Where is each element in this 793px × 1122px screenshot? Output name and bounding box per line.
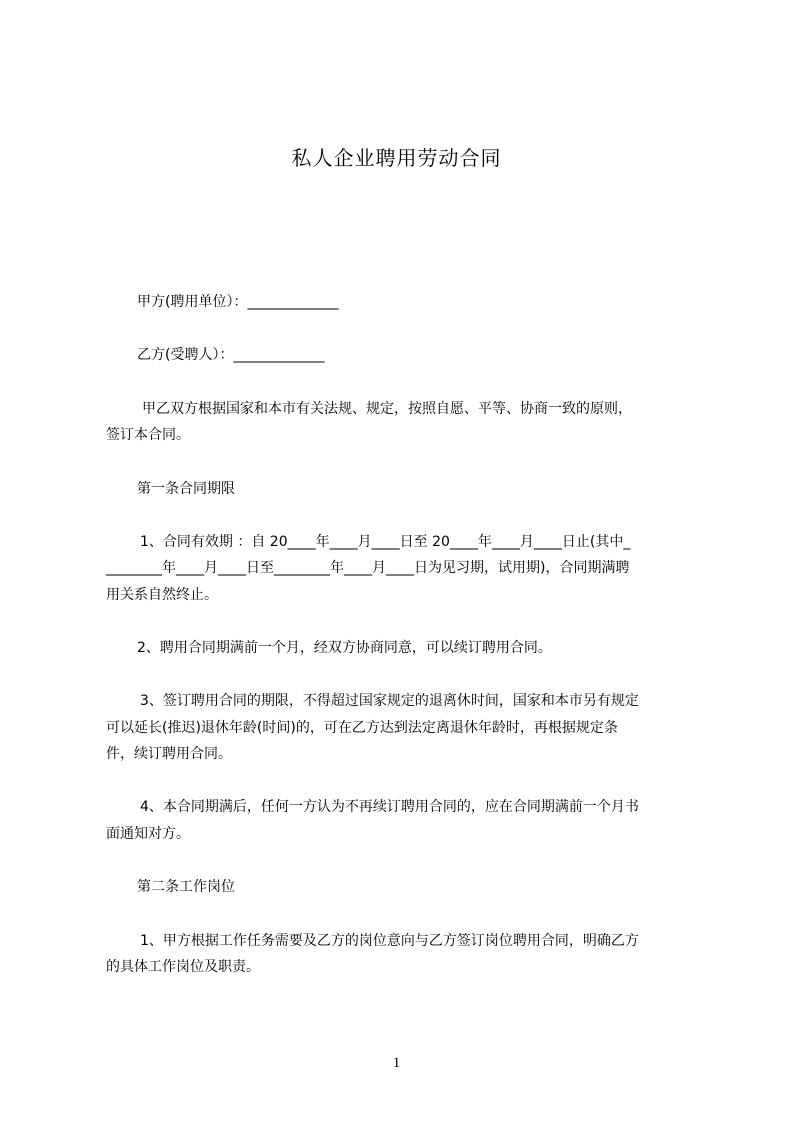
article-1-p2: 2、聘用合同期满前一个月，经双方协商同意，可以续订聘用合同。 [137, 640, 552, 656]
article-1-p3-line-1: 3、签订聘用合同的期限，不得超过国家规定的退离休时间，国家和本市另有规定 [140, 693, 639, 709]
intro-line-2: 签订本合同。 [106, 427, 190, 443]
article-1-p1-line-2: ________年____月____日至________年____月____日为见习期，试用期)，合同期满聘 [106, 560, 630, 576]
article-1-heading: 第一条合同期限 [137, 481, 235, 497]
article-2-p1-line-2: 的具体工作岗位及职责。 [106, 959, 260, 975]
article-1-p4-line-1: 4、本合同期满后，任何一方认为不再续订聘用合同的，应在合同期满前一个月书 [140, 799, 639, 815]
article-1-p3-line-2: 可以延长(推迟)退休年龄(时间)的，可在乙方达到法定离退休年龄时，再根据规定条 [106, 720, 618, 736]
party-a-line: 甲方(聘用单位）：_____________ [137, 294, 339, 310]
article-1-p4-line-2: 面通知对方。 [106, 826, 190, 842]
intro-line-1: 甲乙双方根据国家和本市有关法规、规定，按照自愿、平等、协商一致的原则， [142, 401, 632, 417]
article-2-heading: 第二条工作岗位 [137, 879, 235, 895]
article-2-p1-line-1: 1、甲方根据工作任务需要及乙方的岗位意向与乙方签订岗位聘用合同，明确乙方 [140, 933, 639, 949]
document-title: 私人企业聘用劳动合同 [291, 146, 502, 170]
article-1-p1-line-1: 1、合同有效期 ：自 20____年____月____日至 20____年____月____日止(其中_ [140, 534, 631, 550]
article-1-p3-line-3: 件，续订聘用合同。 [106, 746, 232, 762]
article-1-p1-line-3: 用关系自然终止。 [106, 587, 218, 603]
page-number: 1 [392, 1055, 401, 1071]
party-b-line: 乙方(受聘人）：_____________ [137, 347, 325, 363]
